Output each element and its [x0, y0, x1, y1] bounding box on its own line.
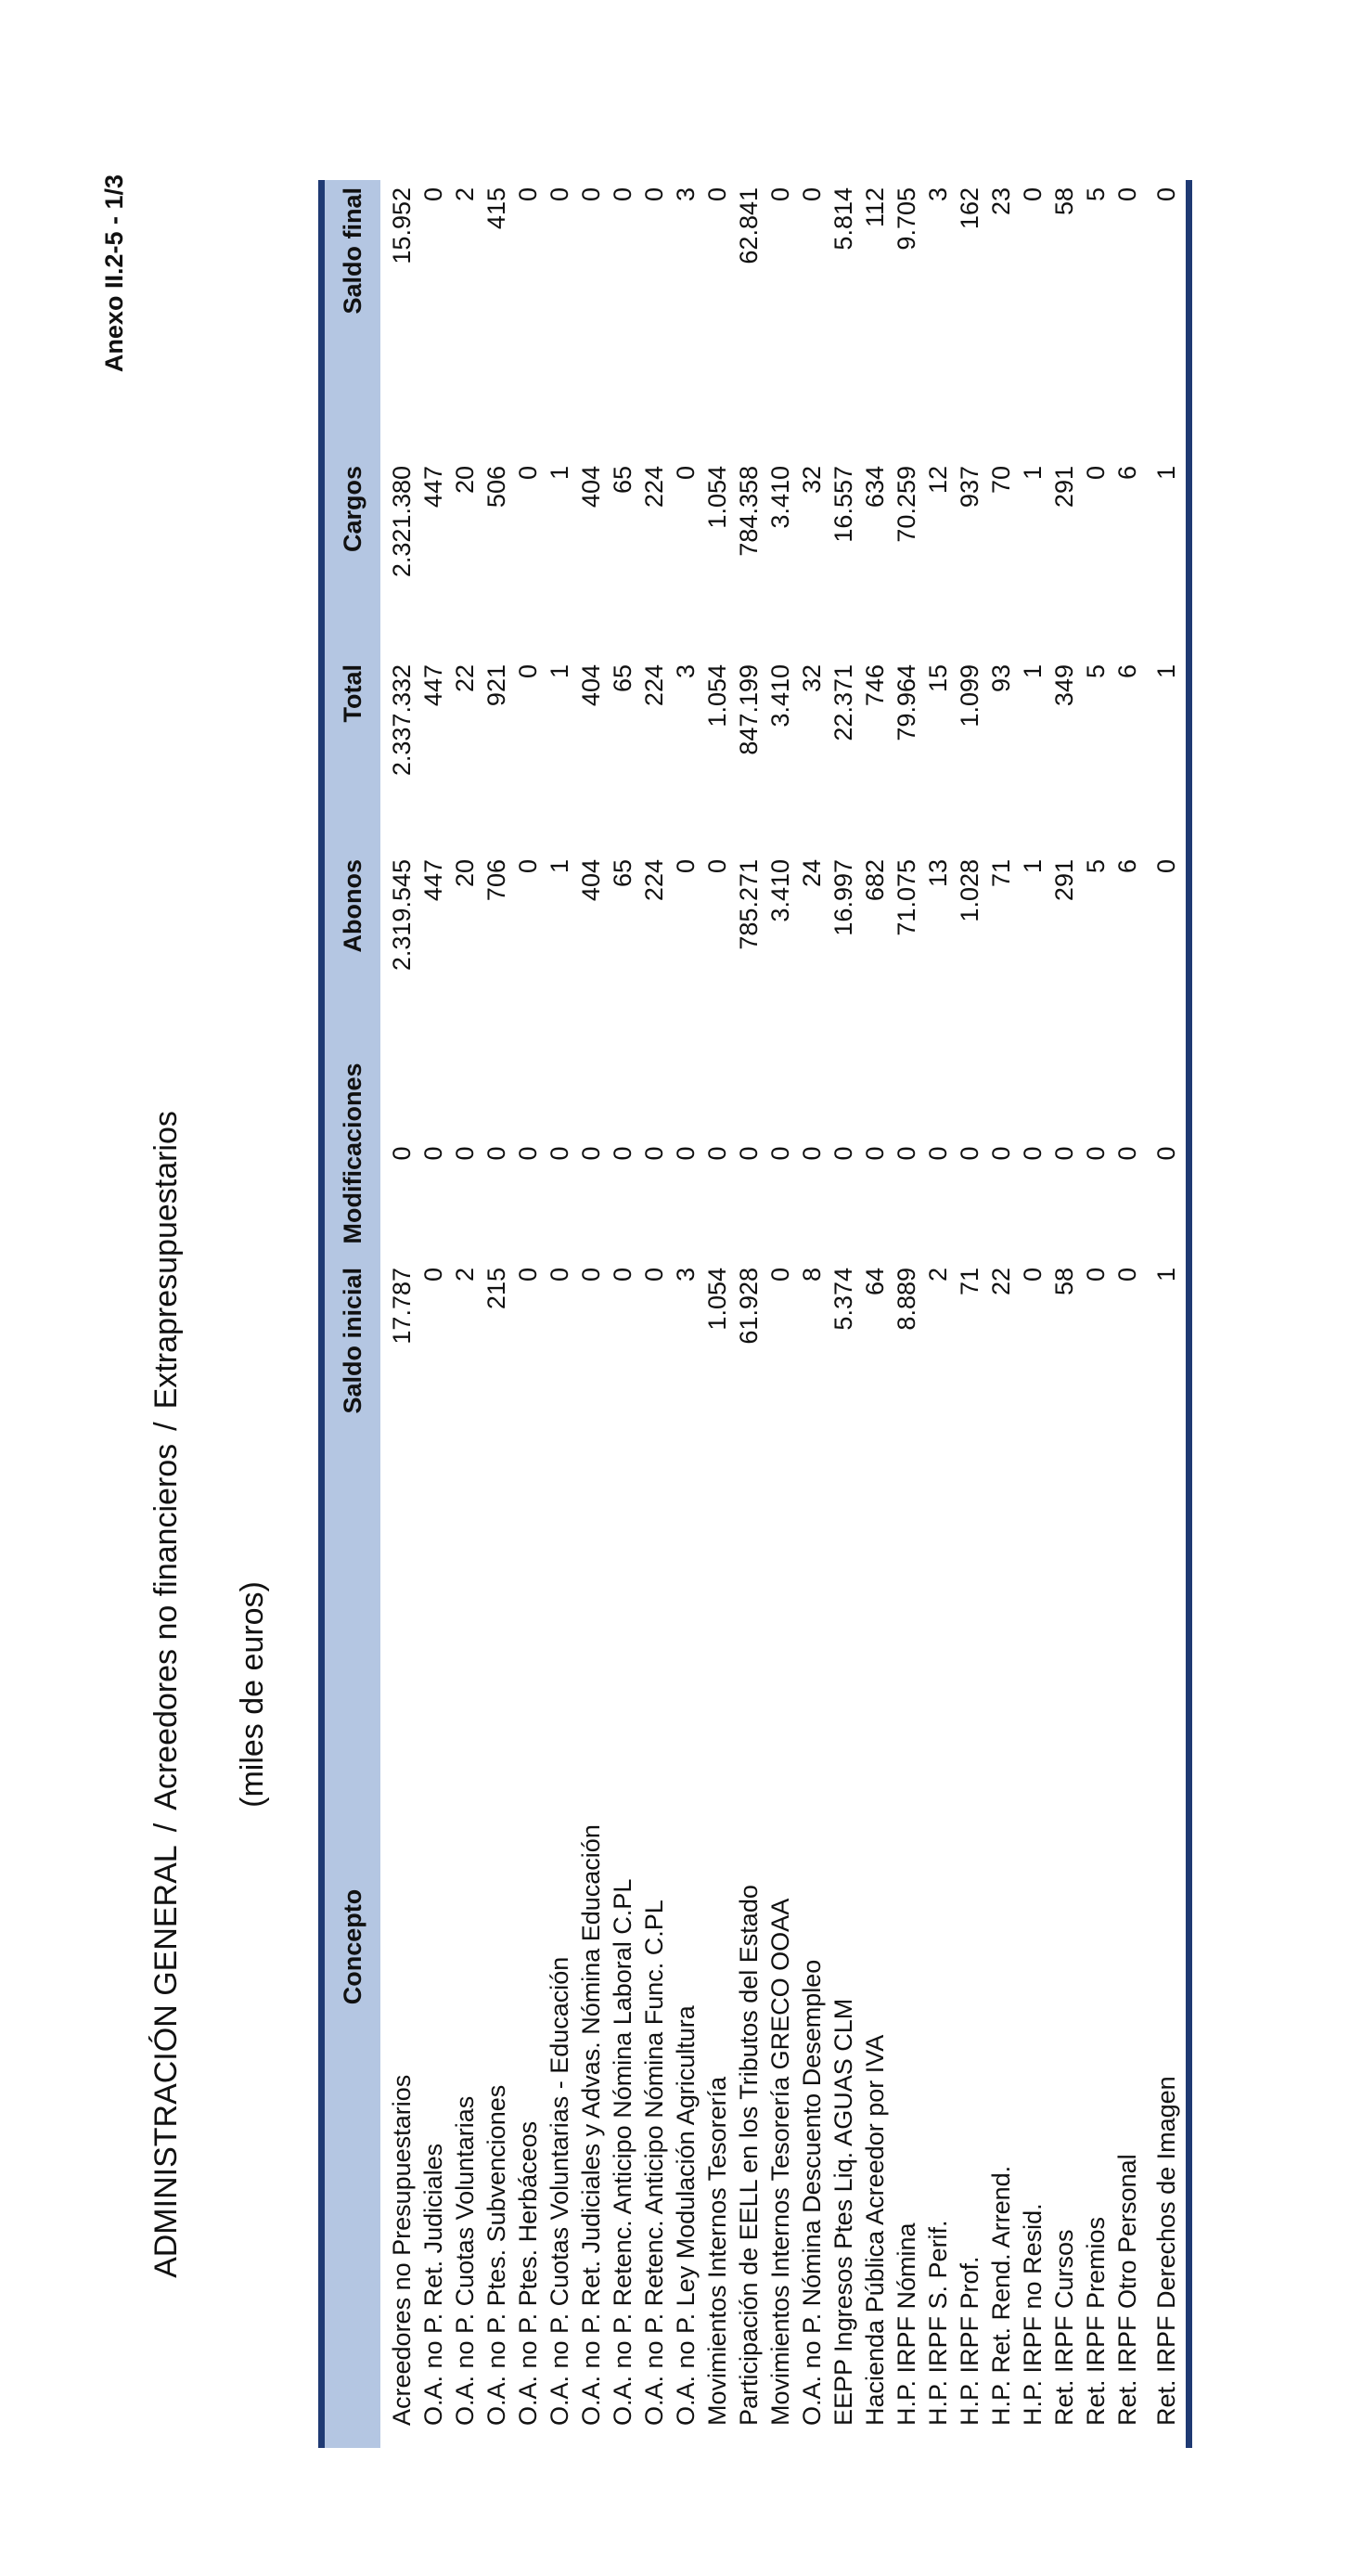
cell-saldo-final: 0: [640, 187, 668, 202]
cell-concepto: H.P. Ret. Rend. Arrend.: [987, 2165, 1015, 2426]
cell-total: 447: [419, 664, 447, 707]
table-row: [828, 180, 859, 2448]
table-row: [859, 180, 891, 2448]
cell-saldo-final: 0: [546, 187, 573, 202]
cell-abonos: 404: [577, 859, 605, 902]
cell-saldo-final: 62.841: [735, 187, 763, 264]
cell-total: 404: [577, 664, 605, 707]
cell-total: 2.337.332: [388, 664, 416, 777]
cell-total: 3: [672, 664, 700, 679]
cell-total: 349: [1050, 664, 1078, 707]
cell-total: 93: [987, 664, 1015, 693]
page-title: [148, 813, 185, 2576]
cell-total: 65: [609, 664, 636, 693]
cell-modificaciones: 0: [956, 1146, 983, 1161]
cell-abonos: 2.319.545: [388, 859, 416, 972]
cell-total: 0: [514, 664, 542, 679]
cell-concepto: O.A. no P. Retenc. Anticipo Nómina Laboral C.PL: [609, 1878, 636, 2426]
cell-abonos: 5: [1082, 859, 1110, 874]
cell-concepto: Acreedores no Presupuestarios: [388, 2074, 416, 2426]
cell-saldo-inicial: 0: [640, 1268, 668, 1282]
table-row: [670, 180, 701, 2448]
title-part-3: Extrapresupuestarios: [148, 1111, 184, 1410]
cell-modificaciones: 0: [798, 1146, 826, 1161]
cell-saldo-inicial: 22: [987, 1268, 1015, 1296]
cell-saldo-final: 0: [703, 187, 731, 202]
cell-saldo-final: 15.952: [388, 187, 416, 264]
table-row: [764, 180, 796, 2448]
cell-cargos: 65: [609, 466, 636, 495]
cell-concepto: O.A. no P. Cuotas Voluntarias: [451, 2095, 479, 2426]
cell-saldo-inicial: 64: [861, 1268, 889, 1296]
table-row: [638, 180, 670, 2448]
cell-saldo-inicial: 0: [1082, 1268, 1110, 1282]
table-row: [512, 180, 544, 2448]
cell-modificaciones: 0: [829, 1146, 857, 1161]
data-table-container: [318, 180, 1192, 2448]
annex-label: Anexo II.2-5 - 1/3: [100, 174, 128, 373]
cell-total: 224: [640, 664, 668, 707]
cell-concepto: H.P. IRPF Nómina: [893, 2222, 920, 2426]
cell-saldo-final: 3: [924, 187, 952, 202]
cell-total: 1.054: [703, 664, 731, 728]
header-concepto: Concepto: [325, 1446, 380, 2448]
cell-modificaciones: 0: [1113, 1146, 1141, 1161]
cell-abonos: 0: [514, 859, 542, 874]
cell-modificaciones: 0: [514, 1146, 542, 1161]
creditors-table: [325, 180, 1186, 2448]
cell-saldo-inicial: 8: [798, 1268, 826, 1282]
cell-saldo-inicial: 2: [451, 1268, 479, 1282]
cell-total: 32: [798, 664, 826, 693]
table-row: [1111, 180, 1143, 2448]
cell-cargos: 6: [1113, 466, 1141, 481]
cell-cargos: 224: [640, 466, 668, 509]
cell-concepto: Ret. IRPF Otro Personal: [1113, 2154, 1141, 2426]
cell-abonos: 224: [640, 859, 668, 902]
cell-abonos: 71: [987, 859, 1015, 888]
cell-abonos: 706: [482, 859, 510, 902]
cell-abonos: 3.410: [766, 859, 794, 922]
header-modificaciones: Modificaciones: [325, 1047, 380, 1260]
cell-abonos: 71.075: [893, 859, 920, 936]
cell-saldo-final: 23: [987, 187, 1015, 216]
cell-saldo-inicial: 2: [924, 1268, 952, 1282]
cell-modificaciones: 0: [672, 1146, 700, 1161]
cell-concepto: Ret. IRPF Derechos de Imagen: [1152, 2076, 1180, 2426]
cell-modificaciones: 0: [451, 1146, 479, 1161]
cell-concepto: O.A. no P. Retenc. Anticipo Nómina Func. C.PL: [640, 1900, 668, 2426]
table-row: [1048, 180, 1080, 2448]
cell-saldo-inicial: 3: [672, 1268, 700, 1282]
cell-total: 746: [861, 664, 889, 707]
cell-cargos: 1: [1019, 466, 1047, 481]
table-header-row: [325, 180, 380, 2448]
title-part-2: Acreedores no financieros: [148, 1443, 184, 1810]
cell-cargos: 1.054: [703, 466, 731, 529]
header-saldo-final: Saldo final: [325, 180, 380, 458]
cell-concepto: Ret. IRPF Premios: [1082, 2216, 1110, 2426]
cell-cargos: 16.557: [829, 466, 857, 543]
cell-abonos: 6: [1113, 859, 1141, 874]
cell-concepto: EEPP Ingresos Ptes Liq. AGUAS CLM: [829, 1998, 857, 2426]
cell-modificaciones: 0: [419, 1146, 447, 1161]
cell-concepto: H.P. IRPF Prof.: [956, 2256, 983, 2426]
cell-saldo-inicial: 1: [1152, 1268, 1180, 1282]
cell-saldo-final: 5.814: [829, 187, 857, 251]
header-abonos: Abonos: [325, 852, 380, 1047]
cell-cargos: 937: [956, 466, 983, 509]
cell-saldo-inicial: 0: [609, 1268, 636, 1282]
cell-abonos: 291: [1050, 859, 1078, 902]
table-row: [449, 180, 481, 2448]
cell-saldo-inicial: 5.374: [829, 1268, 857, 1331]
cell-cargos: 70: [987, 466, 1015, 495]
cell-cargos: 20: [451, 466, 479, 495]
cell-modificaciones: 0: [546, 1146, 573, 1161]
cell-abonos: 1: [1019, 859, 1047, 874]
cell-concepto: Hacienda Pública Acreedor por IVA: [861, 2034, 889, 2426]
cell-concepto: O.A. no P. Ptes. Herbáceos: [514, 2120, 542, 2426]
cell-concepto: O.A. no P. Nómina Descuento Desempleo: [798, 1959, 826, 2426]
cell-modificaciones: 0: [924, 1146, 952, 1161]
cell-saldo-inicial: 0: [1113, 1268, 1141, 1282]
cell-saldo-inicial: 17.787: [388, 1268, 416, 1345]
cell-cargos: 2.321.380: [388, 466, 416, 578]
cell-cargos: 1: [1152, 466, 1180, 481]
cell-saldo-final: 0: [514, 187, 542, 202]
cell-saldo-final: 112: [861, 187, 889, 228]
cell-saldo-final: 3: [672, 187, 700, 202]
cell-cargos: 70.259: [893, 466, 920, 543]
title-part-1: ADMINISTRACIÓN GENERAL: [148, 1845, 184, 2278]
cell-total: 1: [1152, 664, 1180, 679]
cell-concepto: Movimientos Internos Tesorería GRECO OOAA: [766, 1898, 794, 2426]
cell-total: 6: [1113, 664, 1141, 679]
table-row: [922, 180, 954, 2448]
cell-abonos: 0: [703, 859, 731, 874]
cell-abonos: 1: [546, 859, 573, 874]
cell-total: 22: [451, 664, 479, 693]
table-row: [733, 180, 764, 2448]
cell-modificaciones: 0: [893, 1146, 920, 1161]
cell-total: 1: [546, 664, 573, 679]
cell-modificaciones: 0: [1082, 1146, 1110, 1161]
cell-concepto: Participación de EELL en los Tributos del Estado: [735, 1885, 763, 2426]
cell-abonos: 0: [1152, 859, 1180, 874]
cell-concepto: H.P. IRPF S. Perif.: [924, 2220, 952, 2426]
cell-concepto: H.P. IRPF no Resid.: [1019, 2203, 1047, 2426]
header-cargos: Cargos: [325, 458, 380, 657]
cell-cargos: 506: [482, 466, 510, 509]
cell-cargos: 0: [1082, 466, 1110, 481]
table-row: [481, 180, 512, 2448]
cell-total: 5: [1082, 664, 1110, 679]
cell-modificaciones: 0: [577, 1146, 605, 1161]
cell-abonos: 16.997: [829, 859, 857, 936]
cell-saldo-final: 0: [609, 187, 636, 202]
cell-saldo-final: 0: [798, 187, 826, 202]
cell-concepto: O.A. no P. Ret. Judiciales y Advas. Nómina Educación: [577, 1824, 605, 2426]
cell-cargos: 291: [1050, 466, 1078, 509]
cell-saldo-inicial: 0: [514, 1268, 542, 1282]
cell-modificaciones: 0: [1152, 1146, 1180, 1161]
cell-saldo-final: 5: [1082, 187, 1110, 202]
table-row: [701, 180, 733, 2448]
cell-concepto: O.A. no P. Cuotas Voluntarias - Educación: [546, 1956, 573, 2426]
cell-modificaciones: 0: [703, 1146, 731, 1161]
cell-total: 79.964: [893, 664, 920, 741]
cell-abonos: 13: [924, 859, 952, 888]
table-row: [607, 180, 638, 2448]
cell-saldo-final: 162: [956, 187, 983, 230]
cell-concepto: Movimientos Internos Tesorería: [703, 2076, 731, 2426]
cell-modificaciones: 0: [987, 1146, 1015, 1161]
title-separator-2: /: [148, 1422, 184, 1431]
cell-saldo-inicial: 0: [546, 1268, 573, 1282]
cell-abonos: 24: [798, 859, 826, 888]
cell-modificaciones: 0: [388, 1146, 416, 1161]
table-row: [796, 180, 828, 2448]
cell-abonos: 447: [419, 859, 447, 902]
cell-saldo-final: 415: [482, 187, 510, 230]
cell-cargos: 1: [546, 466, 573, 481]
cell-saldo-inicial: 71: [956, 1268, 983, 1296]
cell-saldo-final: 0: [419, 187, 447, 202]
cell-cargos: 0: [672, 466, 700, 481]
table-row: [1143, 180, 1186, 2448]
table-row: [985, 180, 1017, 2448]
table-row: [575, 180, 607, 2448]
cell-saldo-inicial: 1.054: [703, 1268, 731, 1331]
cell-saldo-inicial: 61.928: [735, 1268, 763, 1345]
cell-saldo-final: 9.705: [893, 187, 920, 251]
cell-cargos: 634: [861, 466, 889, 509]
cell-modificaciones: 0: [1050, 1146, 1078, 1161]
cell-saldo-final: 58: [1050, 187, 1078, 216]
cell-cargos: 0: [514, 466, 542, 481]
cell-cargos: 447: [419, 466, 447, 509]
cell-abonos: 1.028: [956, 859, 983, 922]
cell-abonos: 0: [672, 859, 700, 874]
cell-saldo-inicial: 215: [482, 1268, 510, 1310]
cell-modificaciones: 0: [766, 1146, 794, 1161]
table-row: [544, 180, 575, 2448]
header-total: Total: [325, 657, 380, 852]
table-row: [380, 180, 418, 2448]
title-separator-1: /: [148, 1823, 184, 1833]
cell-total: 847.199: [735, 664, 763, 755]
cell-saldo-inicial: 8.889: [893, 1268, 920, 1331]
cell-total: 921: [482, 664, 510, 707]
cell-saldo-final: 0: [1019, 187, 1047, 202]
cell-concepto: Ret. IRPF Cursos: [1050, 2229, 1078, 2426]
cell-cargos: 12: [924, 466, 952, 495]
cell-saldo-final: 0: [1152, 187, 1180, 202]
table-row: [418, 180, 449, 2448]
cell-saldo-final: 0: [1113, 187, 1141, 202]
cell-modificaciones: 0: [1019, 1146, 1047, 1161]
cell-cargos: 3.410: [766, 466, 794, 529]
cell-modificaciones: 0: [609, 1146, 636, 1161]
cell-saldo-final: 2: [451, 187, 479, 202]
cell-saldo-final: 0: [577, 187, 605, 202]
cell-saldo-inicial: 58: [1050, 1268, 1078, 1296]
cell-modificaciones: 0: [861, 1146, 889, 1161]
cell-concepto: O.A. no P. Ley Modulación Agricultura: [672, 2005, 700, 2426]
header-saldo-inicial: Saldo inicial: [325, 1260, 380, 1446]
cell-modificaciones: 0: [482, 1146, 510, 1161]
cell-saldo-inicial: 0: [766, 1268, 794, 1282]
cell-abonos: 65: [609, 859, 636, 888]
cell-cargos: 784.358: [735, 466, 763, 557]
cell-saldo-inicial: 0: [419, 1268, 447, 1282]
cell-saldo-final: 0: [766, 187, 794, 202]
cell-concepto: O.A. no P. Ret. Judiciales: [419, 2143, 447, 2426]
table-row: [891, 180, 922, 2448]
cell-total: 15: [924, 664, 952, 693]
table-body: [380, 180, 1186, 2448]
cell-total: 1: [1019, 664, 1047, 679]
cell-saldo-inicial: 0: [1019, 1268, 1047, 1282]
table-row: [1080, 180, 1111, 2448]
page-subtitle: (miles de euros): [235, 1581, 270, 1808]
cell-modificaciones: 0: [735, 1146, 763, 1161]
table-row: [1017, 180, 1048, 2448]
cell-abonos: 682: [861, 859, 889, 902]
cell-total: 22.371: [829, 664, 857, 741]
cell-total: 3.410: [766, 664, 794, 728]
cell-modificaciones: 0: [640, 1146, 668, 1161]
cell-total: 1.099: [956, 664, 983, 728]
cell-concepto: O.A. no P. Ptes. Subvenciones: [482, 2084, 510, 2426]
table-row: [954, 180, 985, 2448]
cell-cargos: 404: [577, 466, 605, 509]
cell-abonos: 20: [451, 859, 479, 888]
cell-cargos: 32: [798, 466, 826, 495]
cell-abonos: 785.271: [735, 859, 763, 950]
cell-saldo-inicial: 0: [577, 1268, 605, 1282]
